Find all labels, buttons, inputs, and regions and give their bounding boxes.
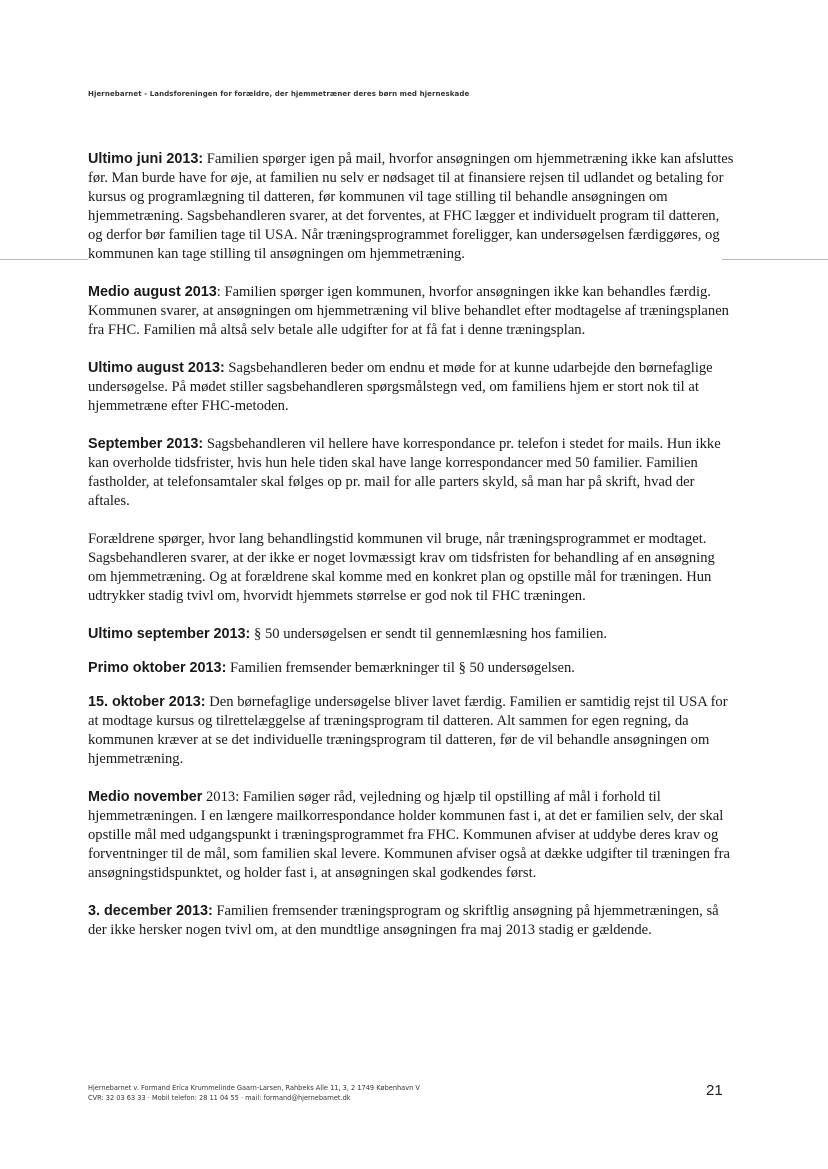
page-footer [88,1083,420,1103]
page-header: Hjernebarnet - Landsforeningen for forældre, der hjemmetræner deres børn med hjerneskade [88,90,470,98]
document-body [88,150,736,959]
entry-date: Medio november [88,789,203,805]
entry-text: § 50 undersøgelsen er sendt til gennemlæsning hos familien. [250,626,608,642]
entry-text: Sagsbehandleren beder om endnu et møde for at kunne udarbejde den børnefaglige undersøgelse. På mødet stiller sagsbehandleren spørgsmålstegn ved, om familiens hjem er stort nok til at hjemmetræne efter FHC-metoden. [88,360,713,414]
entry-medio-august [88,283,736,340]
entry-date: September 2013: [88,436,204,452]
entry-date: Ultimo september 2013: [88,626,251,642]
entry-medio-november [88,788,736,883]
entry-date: 3. december 2013: [88,903,213,919]
entry-text: Sagsbehandleren vil hellere have korrespondance pr. telefon i stedet for mails. Hun ikke kan overholde tidsfrister, hvis hun hele tiden skal have lange korrespondancer med 50 familier. Familien fastholder, at telefonsamtaler skal følges op pr. mail for alle parters skyld, så man har på skrift, hvad der aftales. [88,436,721,509]
entry-text: Familien fremsender bemærkninger til § 50 undersøgelsen. [226,660,575,676]
scan-artifact-line-right [722,259,828,260]
entry-text: Den børnefaglige undersøgelse bliver lavet færdig. Familien er samtidig rejst til USA for at modtage kursus og tilrettelæggelse af træningsprogram til datteren. Alt sammen for egen regning, da kommunen kræver at se det individuelle træningsprogram til datteren, før de vil behandle ansøgningen om hjemmetræning. [88,694,728,767]
entry-15-oktober [88,693,736,769]
entry-date: Ultimo august 2013: [88,360,225,376]
footer-address: Hjernebarnet v. Formand Erica Krummelinde Gaarn-Larsen, Rahbeks Alle 11, 3, 2 1749 København V [88,1084,420,1092]
entry-3-december [88,902,736,940]
entry-parents-question [88,530,736,606]
scan-artifact-line-left [0,259,88,260]
entry-primo-oktober [88,659,736,678]
footer-contact: CVR: 32 03 63 33 · Mobil telefon: 28 11 04 55 · mail: formand@hjernebarnet.dk [88,1094,351,1102]
entry-text: 2013: Familien søger råd, vejledning og hjælp til opstilling af mål i forhold til hjemmetræningen. I en længere mailkorrespondance holder kommunen fast i, at det er familien selv, der skal opstille mål med udgangspunkt i træningsprogrammet fra FHC. Kommunen afviser at uddybe deres krav og forventninger til de mål, som familien skal levere. Kommunen afviser også at dække udgifter til træningen fra ansøgningstidspunktet, og holder fast i, at ansøgningen skal godkendes først. [88,789,730,881]
entry-text: : Familien spørger igen kommunen, hvorfor ansøgningen ikke kan behandles færdig. Kommunen svarer, at ansøgningen om hjemmetræning vil blive behandlet efter modtagelse af træningsplanen fra FHC. Familien må altså selv betale alle udgifter for at få fat i denne træningsplan. [88,284,729,338]
entry-date: Primo oktober 2013: [88,660,227,676]
entry-text: Familien fremsender træningsprogram og skriftlig ansøgning på hjemmetræningen, så der ikke hersker nogen tvivl om, at den mundtlige ansøgningen fra maj 2013 stadig er gældende. [88,903,719,938]
entry-ultimo-juni [88,150,736,264]
page-number: 21 [706,1082,723,1099]
entry-ultimo-september [88,625,736,644]
entry-text: Forældrene spørger, hvor lang behandlingstid kommunen vil bruge, når træningsprogrammet er modtaget. Sagsbehandleren svarer, at der ikke er noget lovmæssigt krav om tidsfristen for behandling af en ansøgning om hjemmetræning. Og at forældrene skal komme med en konkret plan og opstille mål for træningen. Hun udtrykker stadig tvivl om, hvorvidt hjemmets størrelse er god nok til FHC træningen. [88,531,715,604]
entry-date: Ultimo juni 2013: [88,151,204,167]
entry-date: Medio august 2013 [88,284,217,300]
entry-date: 15. oktober 2013: [88,694,206,710]
entry-text: Familien spørger igen på mail, hvorfor ansøgningen om hjemmetræning ikke kan afsluttes før. Man burde have for øje, at familien nu selv er nødsaget til at finansiere rejsen til udlandet og betaling for kursus og programlægning til datteren, før kommunen vil tage stilling til behandle ansøgningen om hjemmetræning. Sagsbehandleren svarer, at det forventes, at FHC lægger et individuelt program til datteren, og derfor bør familien tage til USA. Når træningsprogrammet foreligger, kan undersøgelsen færdiggøres, og kommunen kan tage stilling til ansøgningen om hjemmetræning. [88,151,734,262]
entry-september [88,435,736,511]
entry-ultimo-august [88,359,736,416]
